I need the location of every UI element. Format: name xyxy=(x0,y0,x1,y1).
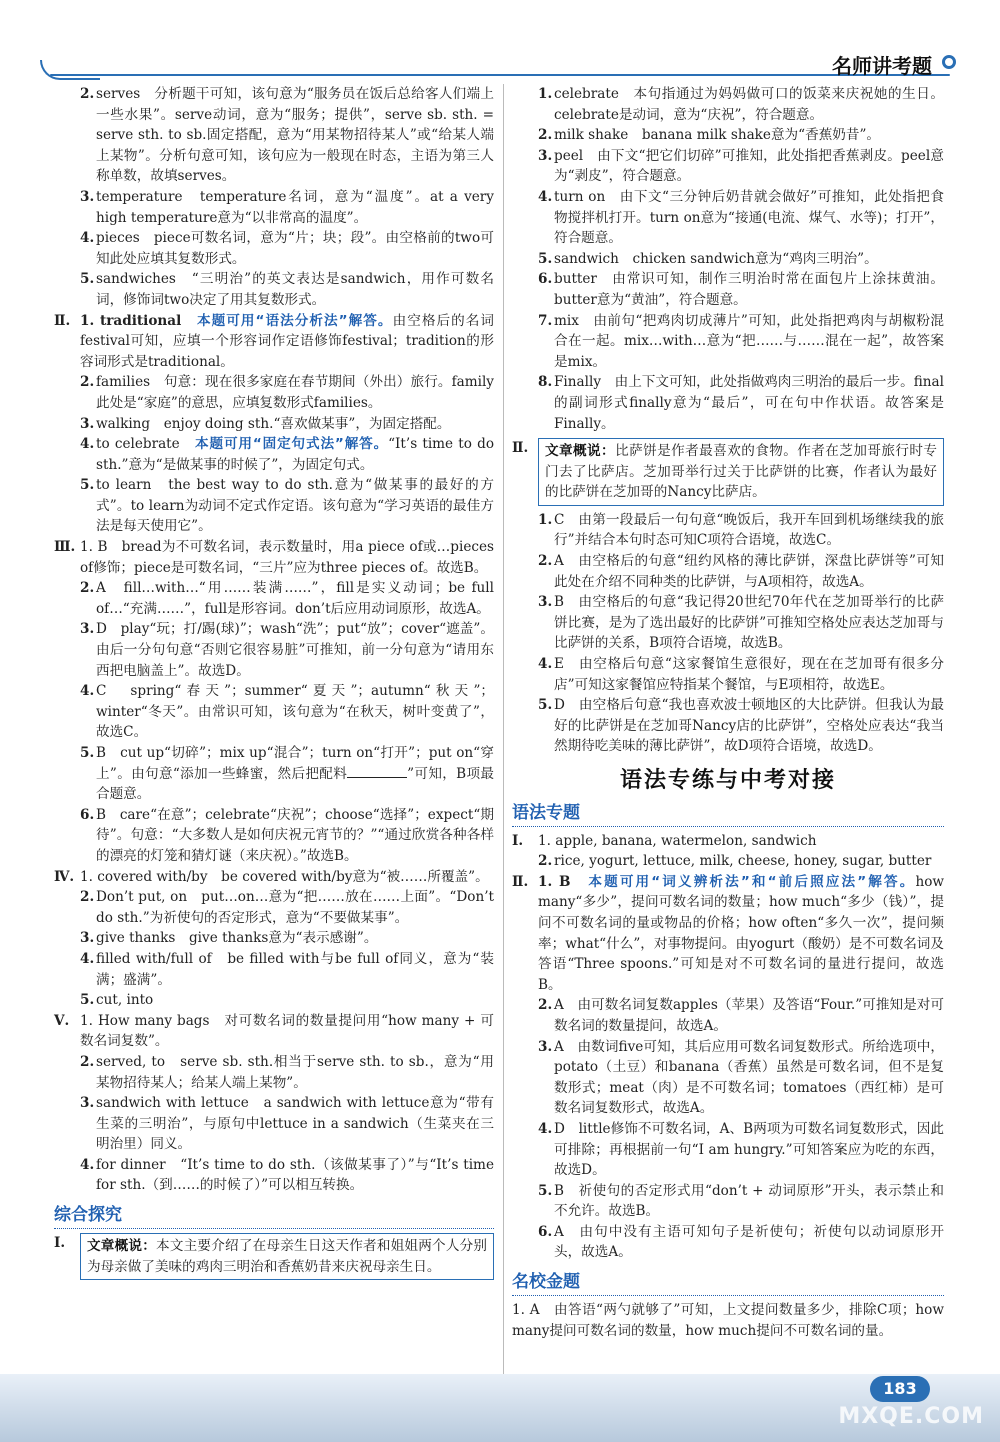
answer-item: 5. sandwiches “三明治”的英文表达是sandwich，用作可数名词，修饰词two决定了用其复数形式。 xyxy=(80,271,494,308)
summary-box: 文章概说：比萨饼是作者最喜欢的食物。作者在芝加哥旅行时专门去了比萨店。芝加哥举行过关于比萨饼的比赛，作者认为最好的比萨饼在芝加哥的Nancy比萨店。 xyxy=(538,438,944,506)
answer-item: 3. temperature temperature名词，意为“温度”。at a very high temperature意为“以非常高的温度”。 xyxy=(80,188,494,226)
answer-item: 6. B care“在意”；celebrate“庆祝”；choose“选择”；expect“期待”。句意：“大多数人是如何庆祝元宵节的？”“通过欣赏各种各样的漂亮的灯笼和猜灯谜（来庆祝）。”故选B。 xyxy=(80,806,494,864)
right-section-2-summary: Ⅱ. 文章概说：比萨饼是作者最喜欢的食物。作者在芝加哥旅行时专门去了比萨店。芝加哥举行过关于比萨饼的比赛，作者认为最好的比萨饼在芝加哥的Nancy比萨店。 xyxy=(512,438,944,506)
answer-item: 6. A 由句中没有主语可知句子是祈使句；祈使句以动词原形开头，故选A。 xyxy=(538,1223,944,1261)
answer-item: 1. C 由第一段最后一句句意“晚饭后，我开车回到机场继续我的旅行”并结合本句时态可知C项符合语境，故选C。 xyxy=(538,511,944,549)
left-column xyxy=(54,84,494,1280)
section-4-first: Ⅳ. 1. covered with/by be covered with/by意为“被……所覆盖”。 xyxy=(54,868,489,885)
answer-item: 2. Don’t put, on put…on…意为“把……放在……上面”。“Don’t do sth.”为祈使句的否定形式，意为“不要做某事”。 xyxy=(80,889,494,926)
answer-item: 3. B 由空格后的句意“我记得20世纪70年代在芝加哥举行的比萨饼比赛，是为了选出最好的比萨饼”可推知空格处应表达芝加哥与比萨饼的关系，B项符合语境，故选B。 xyxy=(538,594,944,652)
header-title: 名师讲考题 xyxy=(832,54,932,78)
answer-item: 8. Finally 由上下文可知，此处指做鸡肉三明治的最后一步。final的副词形式finally意为“最后”，可在句中作状语。故答案是Finally。 xyxy=(538,374,944,432)
section-2-first: Ⅱ. 1. traditional 本题可用“语法分析法”解答。由空格后的名词festival可知，应填一个形容词作定语修饰festival；tradition的形容词形式是traditional。 xyxy=(54,312,495,370)
answer-item: 5. to learn the best way to do sth.意为“做某事的最好的方式”。to learn为动词不定式作定语。该句意为“学习英语的最佳方法是每天使用它”。 xyxy=(80,477,494,535)
answer-item: 4. D little修饰不可数名词，A、B两项为可数名词复数形式，因此可排除；再根据前一句“I am hungry.”可知答案应为吃的东西，故选D。 xyxy=(538,1120,944,1179)
answer-item: 4. pieces piece可数名词，意为“片；块；段”。由空格前的two可知此处应填其复数形式。 xyxy=(80,230,494,267)
zonghe-summary: Ⅰ. 文章概说：本文主要介绍了在母亲生日这天作者和姐姐两个人分别为母亲做了美味的鸡肉三明治和香蕉奶昔来庆祝母亲生日。 xyxy=(54,1233,494,1280)
grammar-2-first: Ⅱ. 1. B 本题可用“词义辨析法”和“前后照应法”解答。how many“多少”，提问可数名词的数量；how much“多少（钱）”，提问不可数名词的量或物品的价格；how often“多久一次”，提问频率；what“什么”，对事物提问。由yogurt（酸奶）是不可数名词及答语“Three spoons.”可知是对不可数名词的量进行提问，故选B。 xyxy=(512,873,945,993)
fill-blank xyxy=(347,766,407,778)
answer-item: 2. A 由可数名词复数apples（苹果）及答语“Four.”可推知是对可数名词的数量提问，故选A。 xyxy=(538,997,944,1034)
answer-item: 1. A 由答语“两勺就够了”可知，上文提问数量多少，排除C项；how many提问可数名词的数量，how much提问不可数名词的量。 xyxy=(512,1302,944,1339)
answer-item: 2. serves 分析题干可知，该句意为“服务员在饭后总给客人们端上一些水果”。serve动词，意为“服务；提供”，serve sb. sth. = serve sth. to sb.固定搭配，意为“用某物招待某人”或“给某人端上某物”。分析句意可知，该句应为一般现在时态，主语为第三人称单数，故填serves。 xyxy=(80,86,494,185)
answer-item: 3. walking enjoy doing sth.“喜欢做某事”，为固定搭配。 xyxy=(80,415,451,432)
header-curve-decoration xyxy=(40,60,100,80)
right-column xyxy=(512,84,944,1341)
page-header xyxy=(0,0,1000,80)
answer-item: 4. to celebrate 本题可用“固定句式法”解答。“It’s time to do sth.”意为“是做某事的时候了”，为固定句式。 xyxy=(80,436,494,473)
answer-item: 3. A 由数词five可知，其后应用可数名词复数形式。所给选项中，potato（土豆）和banana（香蕉）虽然是可数名词，但不是复数形式；meat（肉）是不可数名词；tomatoes（西红柿）是可数名词复数形式，故选A。 xyxy=(538,1038,944,1117)
answer-item: 3. give thanks give thanks意为“表示感谢”。 xyxy=(80,930,378,947)
section-title-zonghe: 综合探究 xyxy=(54,1202,494,1229)
answer-item: 5. B cut up“切碎”；mix up“混合”；turn on“打开”；put on“穿上”。由句意“添加一些蜂蜜，然后把配料 ”可知，B项最合题意。 xyxy=(80,745,494,803)
answer-item: 2. families 句意：现在很多家庭在春节期间（外出）旅行。family此处是“家庭”的意思，应填复数形式families。 xyxy=(80,374,494,411)
answer-item: 5. D 由空格后句意“我也喜欢波士顿地区的大比萨饼。但我认为最好的比萨饼是在芝加哥Nancy店的比萨饼”，空格处应表达“我当然期待吃美味的薄比萨饼”，故D项符合语境，故选D。 xyxy=(538,697,944,755)
answer-item: 2. A fill…with…“用……装满……”，fill是实义动词；be full of…“充满……”，full是形容词。don’t后应用动词原形，故选A。 xyxy=(80,580,494,617)
answer-item: 2. served, to serve sb. sth.相当于serve sth. to sb.，意为“用某物招待某人；给某人端上某物”。 xyxy=(80,1053,494,1091)
answer-item: 5. B 祈使句的否定形式用“don’t + 动词原形”开头，表示禁止和不允许。故选B。 xyxy=(538,1182,944,1220)
column-divider xyxy=(503,84,504,1374)
grammar-1-first: Ⅰ. 1. apple, banana, watermelon, sandwich xyxy=(512,832,817,849)
answer-item: 1. celebrate 本句指通过为妈妈做可口的饭菜来庆祝她的生日。celebrate是动词，意为“庆祝”，符合题意。 xyxy=(538,86,944,123)
answer-item: 4. turn on 由下文“三分钟后奶昔就会做好”可推知，此处指把食物搅拌机打开。turn on意为“接通(电流、煤气、水等)；打开”，符合题意。 xyxy=(538,188,944,247)
answer-item: 4. E 由空格后句意“这家餐馆生意很好，现在在芝加哥有很多分店”可知这家餐馆应特指某个餐馆，与E项相符，故选E。 xyxy=(538,656,944,693)
section-3-first: Ⅲ. 1. B bread为不可数名词，表示数量时，用a piece of或…pieces of修饰；piece是可数名词，“三片”应为three pieces of。故选B。 xyxy=(54,539,494,576)
answer-item: 7. mix 由前句“把鸡肉切成薄片”可知，此处指把鸡肉与胡椒粉混合在一起。mix…with…意为“把……与……混在一起”，故答案是mix。 xyxy=(538,312,944,370)
answer-item: 4. filled with/full of be filled with与be full of同义，意为“装满；盛满”。 xyxy=(80,950,494,988)
answer-item: 3. sandwich with lettuce a sandwich with lettuce意为“带有生菜的三明治”，与原句中lettuce in a sandwich（生菜夹在三明治里）同义。 xyxy=(80,1095,494,1153)
section-5-first: Ⅴ. 1. How many bags 对可数名词的数量提问用“how many + 可数名词复数”。 xyxy=(54,1012,494,1050)
answer-item: 3. peel 由下文“把它们切碎”可推知，此处指把香蕉剥皮。peel意为“剥皮”，符合题意。 xyxy=(538,147,944,185)
answer-item: 3. D play“玩；打/踢(球)”；wash“洗”；put“放”；cover“遮盖”。由后一分句句意“否则它很容易脏”可推知，前一分句意为“请用东西把电脑盖上”。故选D。 xyxy=(80,621,494,679)
chapter-title: 语法专练与中考对接 xyxy=(619,768,836,793)
section-title-mingxiao: 名校金题 xyxy=(512,1269,944,1296)
summary-box: 文章概说：本文主要介绍了在母亲生日这天作者和姐姐两个人分别为母亲做了美味的鸡肉三明治和香蕉奶昔来庆祝母亲生日。 xyxy=(80,1233,494,1280)
header-rule xyxy=(50,74,950,76)
answer-item: 5. cut, into xyxy=(80,992,154,1009)
watermark: MXQE.COM xyxy=(838,1404,984,1429)
answer-item: 2. rice, yogurt, lettuce, milk, cheese, honey, sugar, butter xyxy=(538,853,932,870)
left-section-1-items xyxy=(54,84,494,311)
answer-item: 2. milk shake banana milk shake意为“香蕉奶昔”。 xyxy=(538,127,881,144)
answer-item: 2. A 由空格后的句意“纽约风格的薄比萨饼，深盘比萨饼等”可知此处在介绍不同种类的比萨饼，与A项相符，故选A。 xyxy=(538,553,944,590)
answer-item: 6. butter 由常识可知，制作三明治时常在面包片上涂抹黄油。butter意为“黄油”，符合题意。 xyxy=(538,271,944,308)
answer-item: 4. C spring“春天”；summer“夏天”；autumn“秋天”；winter“冬天”。由常识可知，该句意为“在秋天，树叶变黄了”，故选C。 xyxy=(80,683,494,741)
answer-item: 5. sandwich chicken sandwich意为“鸡肉三明治”。 xyxy=(538,250,878,267)
page-number: 183 xyxy=(870,1376,930,1402)
header-circle-icon xyxy=(942,55,956,69)
section-title-grammar: 语法专题 xyxy=(512,800,944,827)
answer-item: 4. for dinner “It’s time to do sth.（该做某事了）”与“It’s time for sth.（到……的时候了）”可以相互转换。 xyxy=(80,1156,494,1194)
